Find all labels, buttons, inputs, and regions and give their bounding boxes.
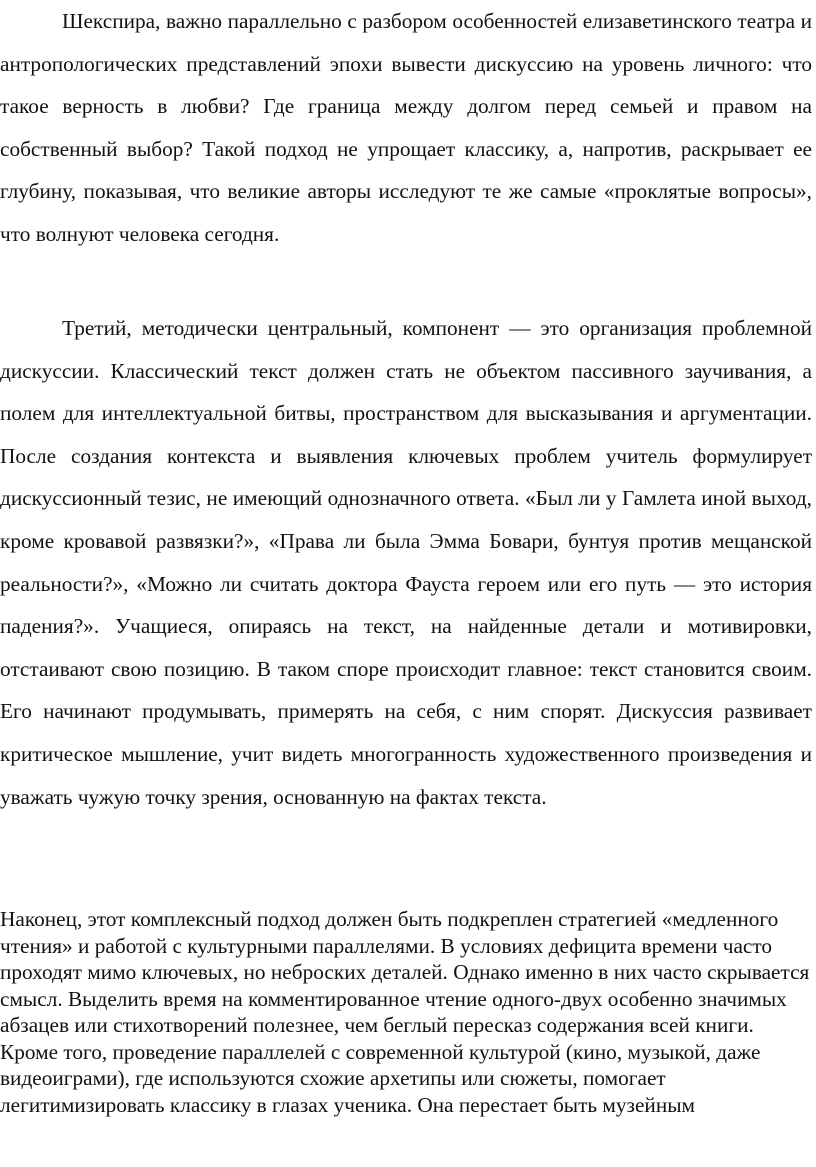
paragraph-2: Третий, методически центральный, компонент — это организация проблемной дискуссии. Классический текст должен стать не объектом пассивного заучивания, а полем для интеллектуальной битвы, пространством для высказывания и аргументации. После создания контекста и выявления ключевых проблем учитель формулирует дискуссионный тезис, не имеющий однозначного ответа. «Был ли у Гамлета иной выход, кроме кровавой развязки?», «Права ли была Эмма Бовари, бунтуя против мещанской реальности?», «Можно ли считать доктора Фауста героем или его путь — это история падения?». Учащиеся, опираясь на текст, на найденные детали и мотивировки, отстаивают свою позицию. В таком споре происходит главное: текст становится своим. Его начинают продумывать, примерять на себя, с ним спорят. Дискуссия развивает критическое мышление, учит видеть многогранность художественного произведения и уважать чужую точку зрения, основанную на фактах текста.: [0, 316, 812, 809]
paragraph-3: Наконец, этот комплексный подход должен быть подкреплен стратегией «медленного чтения» и работой с культурными параллелями. В условиях дефицита времени часто проходят мимо ключевых, но неброских деталей. Однако именно в них часто скрывается смысл. Выделить время на комментированное чтение одного-двух особенно значимых абзацев или стихотворений полезнее, чем беглый пересказ содержания всей книги. Кроме того, проведение параллелей с современной культурой (кино, музыкой, даже видеоиграми), где используются схожие архетипы или сюжеты, помогает легитимизировать классику в глазах ученика. Она перестает быть музейным: [0, 907, 810, 1117]
paragraph-1: Шекспира, важно параллельно с разбором особенностей елизаветинского театра и антропологических представлений эпохи вывести дискуссию на уровень личного: что такое верность в любви? Где граница между долгом перед семьей и правом на собственный выбор? Такой подход не упрощает классику, а, напротив, раскрывает ее глубину, показывая, что великие авторы исследуют те же самые «проклятые вопросы», что волнуют человека сегодня.: [0, 9, 812, 246]
